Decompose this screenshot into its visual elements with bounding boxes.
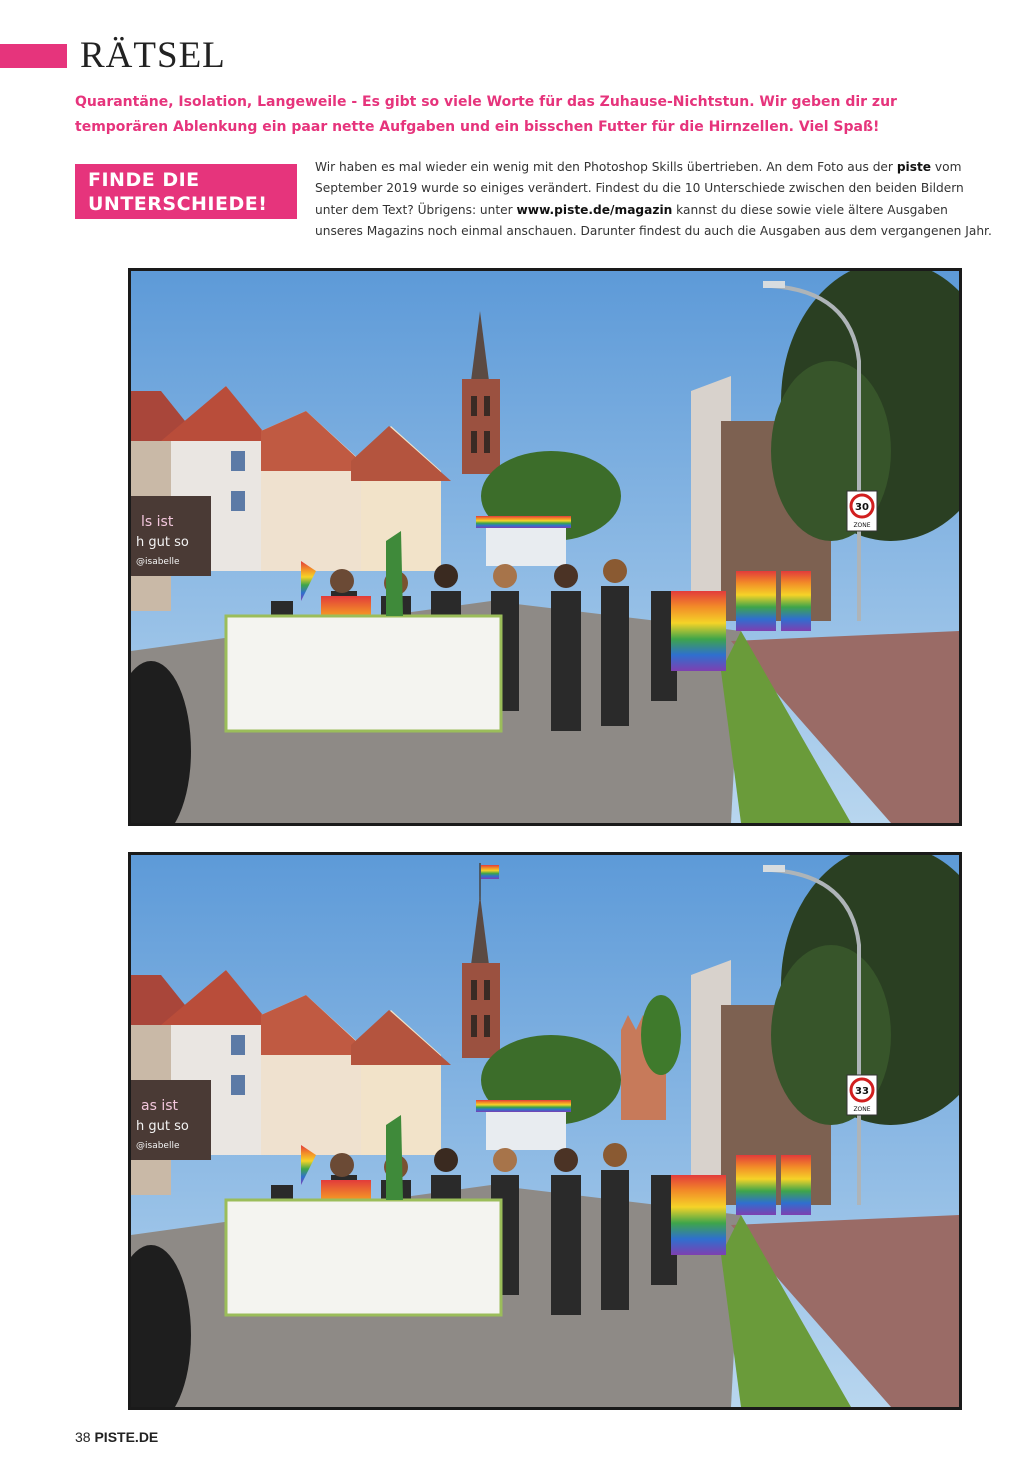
protest-sign-line-2: h gut so — [136, 535, 189, 550]
protest-sign-line-1: ls ist — [141, 514, 174, 530]
puzzle-title: FINDE DIE UNTERSCHIEDE! — [88, 169, 268, 215]
description-part-3: kannst du diese sowie viele ältere Ausgaben unseres Magazins noch einmal anschauen. Darunter findest du auch die Ausgaben aus dem vergangenen Jahr. — [315, 202, 992, 239]
photo-altered — [128, 852, 962, 1410]
speed-sign-number: 30 — [855, 502, 869, 513]
protest-sign-line-1: as ist — [141, 1098, 178, 1114]
speed-sign-zone: ZONE — [853, 522, 871, 529]
protest-sign-line-3: @isabelle — [136, 557, 180, 567]
intro-text: Quarantäne, Isolation, Langeweile - Es gibt so viele Worte für das Zuhause-Nichtstun. Wir geben dir zur temporären Ablenkung ein paar nette Aufgaben und ein bisschen Futter für die Hirnzellen. Viel Spaß! — [75, 94, 897, 135]
magazine-link[interactable]: www.piste.de/magazin — [516, 202, 673, 217]
page-number: 38 — [75, 1429, 91, 1445]
puzzle-description — [315, 157, 995, 243]
photo-original — [128, 268, 962, 826]
speed-sign-zone: ZONE — [853, 1106, 871, 1113]
description-part-2: vom September 2019 wurde so einiges verändert. Findest du die 10 Unterschiede zwischen den beiden Bildern unter dem Text? Übrigens: unter — [315, 160, 964, 217]
page-heading: RÄTSEL — [80, 35, 226, 76]
protest-sign-line-3: @isabelle — [136, 1141, 180, 1151]
speed-sign-number: 33 — [855, 1086, 869, 1097]
accent-bar — [0, 44, 67, 68]
description-part-1: Wir haben es mal wieder ein wenig mit den Photoshop Skills übertrieben. An dem Foto aus der — [315, 160, 897, 174]
puzzle-title-box — [75, 164, 297, 219]
brand-mention: piste — [896, 160, 932, 174]
page-footer — [75, 1429, 158, 1445]
protest-sign-line-2: h gut so — [136, 1119, 189, 1134]
brand-name: PISTE.DE — [94, 1429, 159, 1445]
